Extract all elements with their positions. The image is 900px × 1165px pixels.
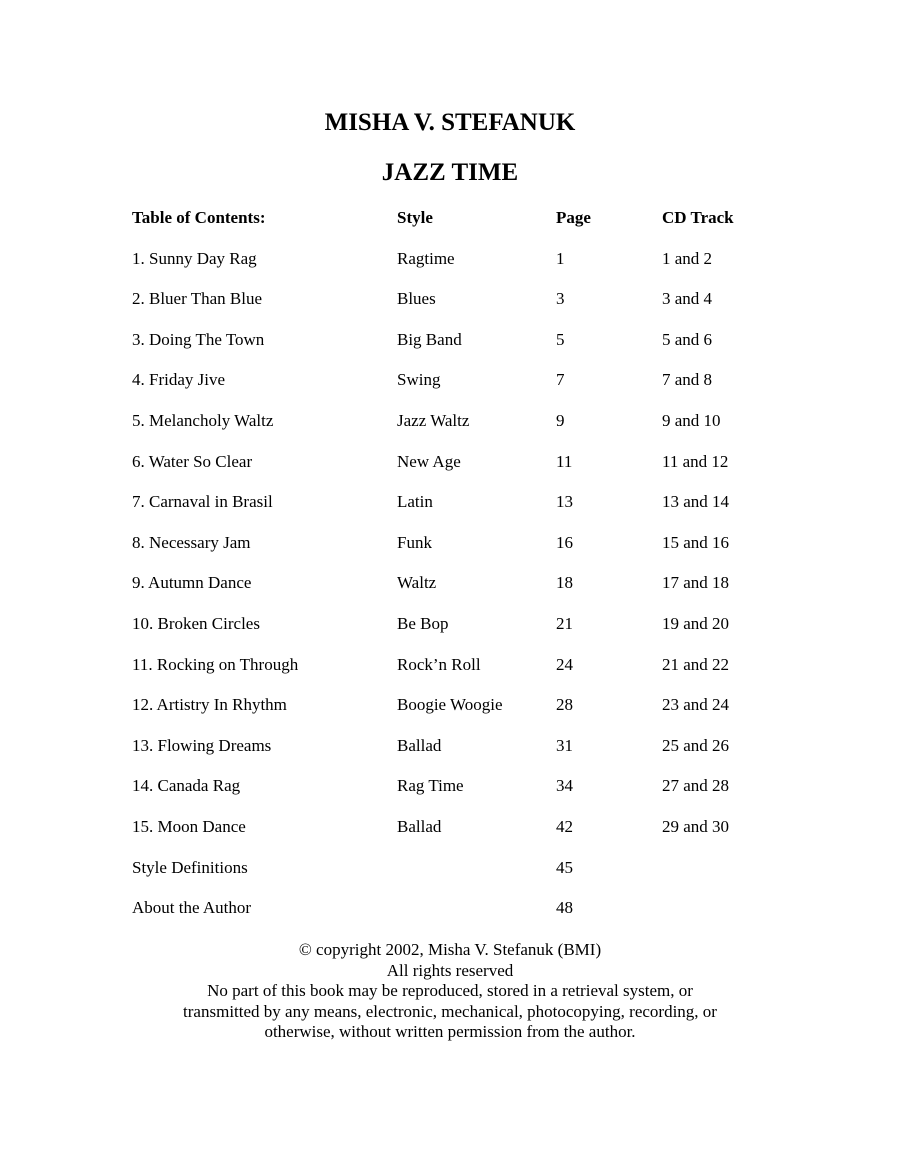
entry-title: 12. Artistry In Rhythm bbox=[132, 695, 287, 715]
entry-title: Style Definitions bbox=[132, 857, 248, 877]
entry-page: 34 bbox=[556, 776, 573, 796]
copyright-line: © copyright 2002, Misha V. Stefanuk (BMI) bbox=[298, 940, 602, 959]
entry-style: Boogie Woogie bbox=[397, 695, 503, 715]
entry-page: 18 bbox=[556, 573, 573, 593]
entry-track: 25 and 26 bbox=[662, 735, 730, 755]
entry-page: 48 bbox=[556, 898, 573, 918]
entry-style: Latin bbox=[397, 492, 433, 512]
toc-header-style: Style bbox=[397, 208, 433, 227]
entry-track: 5 and 6 bbox=[662, 329, 713, 349]
toc-header-track: CD Track bbox=[662, 208, 734, 227]
author-name: MISHA V. STEFANUK bbox=[324, 109, 576, 136]
book-title: JAZZ TIME bbox=[381, 159, 519, 186]
table-row bbox=[0, 245, 900, 286]
entry-page: 42 bbox=[556, 816, 573, 836]
entry-title: 10. Broken Circles bbox=[132, 613, 260, 633]
entry-title: 4. Friday Jive bbox=[132, 370, 226, 390]
entry-page: 9 bbox=[556, 410, 565, 430]
table-row bbox=[0, 326, 900, 367]
entry-track: 13 and 14 bbox=[662, 492, 730, 512]
entry-style: Big Band bbox=[397, 329, 462, 349]
table-row bbox=[0, 285, 900, 326]
entry-style: Ballad bbox=[397, 816, 442, 836]
table-row bbox=[0, 854, 900, 895]
entry-track: 9 and 10 bbox=[662, 410, 721, 430]
entry-style: Waltz bbox=[397, 573, 437, 593]
entry-title: 1. Sunny Day Rag bbox=[132, 248, 257, 268]
toc-header-title: Table of Contents: bbox=[132, 208, 266, 227]
entry-track: 21 and 22 bbox=[662, 654, 730, 674]
entry-page: 45 bbox=[556, 857, 573, 877]
table-of-contents bbox=[0, 204, 900, 935]
entry-style: Funk bbox=[397, 532, 432, 552]
entry-track: 19 and 20 bbox=[662, 613, 730, 633]
table-row bbox=[0, 813, 900, 854]
entry-page: 1 bbox=[556, 248, 565, 268]
entry-page: 11 bbox=[556, 451, 573, 471]
entry-title: About the Author bbox=[132, 898, 251, 918]
entry-title: 7. Carnaval in Brasil bbox=[132, 492, 273, 512]
entry-track: 27 and 28 bbox=[662, 776, 730, 796]
entry-title: 13. Flowing Dreams bbox=[132, 735, 272, 755]
table-row bbox=[0, 732, 900, 773]
copyright-notice bbox=[0, 940, 900, 1043]
table-row bbox=[0, 529, 900, 570]
table-row bbox=[0, 366, 900, 407]
entry-title: 3. Doing The Town bbox=[132, 329, 265, 349]
entry-page: 24 bbox=[556, 654, 573, 674]
entry-title: 14. Canada Rag bbox=[132, 776, 241, 796]
table-row bbox=[0, 772, 900, 813]
entry-track: 17 and 18 bbox=[662, 573, 730, 593]
entry-title: 8. Necessary Jam bbox=[132, 532, 251, 552]
entry-page: 3 bbox=[556, 289, 565, 309]
entry-style: Be Bop bbox=[397, 613, 449, 633]
table-row bbox=[0, 691, 900, 732]
entry-page: 28 bbox=[556, 695, 573, 715]
table-row bbox=[0, 569, 900, 610]
entry-style: Jazz Waltz bbox=[397, 410, 470, 430]
entry-track: 15 and 16 bbox=[662, 532, 730, 552]
rights-reserved-line: All rights reserved bbox=[386, 960, 514, 980]
legal-line: No part of this book may be reproduced, stored in a retrieval system, or bbox=[207, 981, 693, 1001]
toc-header-row bbox=[0, 204, 900, 245]
entry-page: 13 bbox=[556, 492, 573, 512]
entry-title: 11. Rocking on Through bbox=[132, 654, 299, 674]
legal-line: otherwise, without written permission from the author. bbox=[264, 1022, 636, 1042]
entry-page: 7 bbox=[556, 370, 565, 390]
entry-page: 21 bbox=[556, 613, 573, 633]
entry-style: Ragtime bbox=[397, 248, 455, 268]
entry-track: 29 and 30 bbox=[662, 816, 730, 836]
table-row bbox=[0, 894, 900, 935]
entry-title: 5. Melancholy Waltz bbox=[132, 410, 274, 430]
entry-style: Ballad bbox=[397, 735, 442, 755]
entry-track: 3 and 4 bbox=[662, 289, 713, 309]
table-row bbox=[0, 407, 900, 448]
entry-title: 2. Bluer Than Blue bbox=[132, 289, 262, 309]
table-row bbox=[0, 448, 900, 489]
entry-title: 6. Water So Clear bbox=[132, 451, 253, 471]
entry-track: 23 and 24 bbox=[662, 695, 730, 715]
entry-title: 15. Moon Dance bbox=[132, 816, 246, 836]
table-row bbox=[0, 651, 900, 692]
entry-track: 1 and 2 bbox=[662, 248, 713, 268]
table-row bbox=[0, 488, 900, 529]
entry-style: Rag Time bbox=[397, 776, 464, 796]
toc-header-page: Page bbox=[556, 208, 591, 227]
entry-style: Swing bbox=[397, 370, 441, 390]
entry-style: Blues bbox=[397, 289, 436, 309]
entry-page: 5 bbox=[556, 329, 565, 349]
entry-track: 11 and 12 bbox=[662, 451, 729, 471]
table-row bbox=[0, 610, 900, 651]
entry-page: 16 bbox=[556, 532, 573, 552]
entry-style: New Age bbox=[397, 451, 461, 471]
legal-line: transmitted by any means, electronic, mechanical, photocopying, recording, or bbox=[183, 1001, 717, 1021]
entry-track: 7 and 8 bbox=[662, 370, 713, 390]
entry-title: 9. Autumn Dance bbox=[132, 573, 252, 593]
entry-style: Rock’n Roll bbox=[397, 654, 481, 674]
entry-page: 31 bbox=[556, 735, 573, 755]
